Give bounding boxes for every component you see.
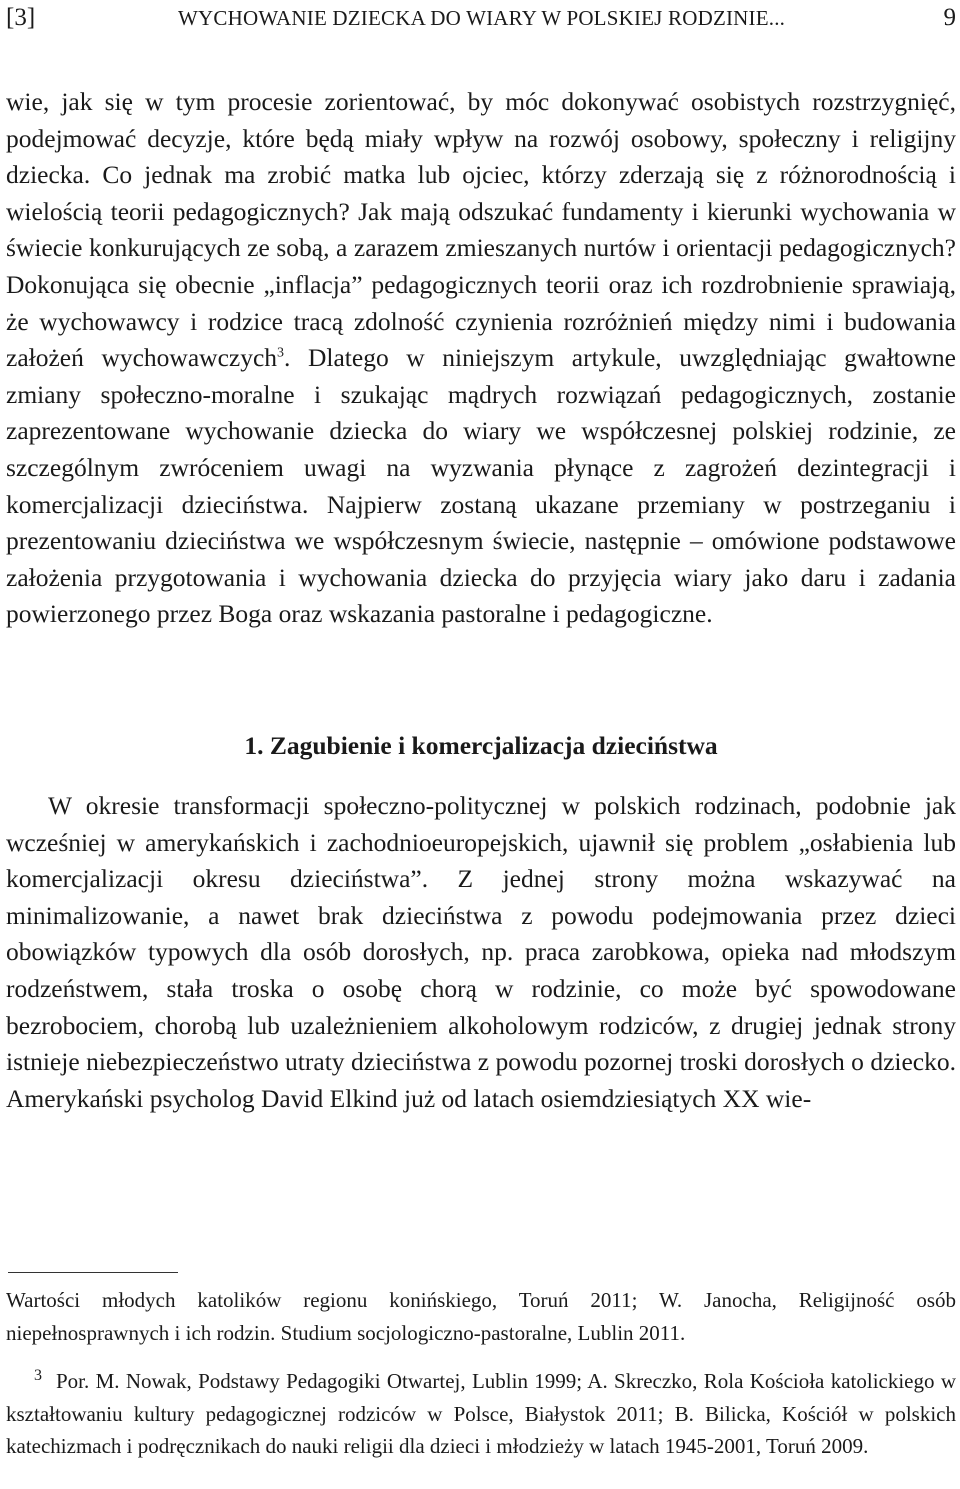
intro-paragraph: [6, 84, 956, 633]
footnotes: [6, 1284, 956, 1463]
section-body: [6, 788, 956, 1117]
running-title: WYCHOWANIE DZIECKA DO WIARY W POLSKIEJ RODZINIE...: [178, 6, 786, 30]
footnote-divider: [8, 1272, 178, 1273]
page-number: 9: [943, 4, 956, 31]
section-number: [3]: [6, 4, 36, 31]
running-head: [6, 4, 956, 40]
footnote-3-text: Por. M. Nowak, Podstawy Pedagogiki Otwartej, Lublin 1999; A. Skreczko, Rola Kościoła katolickiego w kształtowaniu kultury pedagogicznej rodziców w Polsce, Białystok 2011; B. Bilicka, Kościół w polskich katechizmach i podręcznikach do nauki religii dla dzieci i młodzieży w latach 1945-2001, Toruń 2009.: [6, 1369, 956, 1458]
footnote-3-marker: 3: [34, 1367, 42, 1384]
footnote-continued: Wartości młodych katolików regionu konińskiego, Toruń 2011; W. Janocha, Religijność osób niepełnosprawnych i ich rodzin. Studium socjologiczno-pastoralne, Lublin 2011.: [6, 1288, 956, 1345]
footnote-3: [6, 1365, 956, 1463]
intro-text: [6, 84, 956, 633]
section-heading: 1. Zagubienie i komercjalizacja dzieciństwa: [244, 731, 718, 760]
intro-text-part2: . Dlatego w niniejszym artykule, uwzględniając gwałtowne zmiany społeczno-moralne i szukając mądrych rozwiązań pedagogicznych, zostanie zaprezentowane wychowanie dziecka do wiary we współczesnej polskiej rodzinie, ze szczególnym zwróceniem uwagi na wyzwania płynące z zagrożeń dezintegracji i komercjalizacji dzieciństwa. Najpierw zostaną ukazane przemiany w postrzeganiu i prezentowaniu dzieciństwa we współczesnym świecie, następnie – omówione podstawowe założenia przygotowania i wychowania dziecka do przyjęcia wiary jako daru i zadania powierzonego przez Boga oraz wskazania pastoralne i pedagogiczne.: [6, 343, 956, 629]
intro-text-part1: wie, jak się w tym procesie zorientować, by móc dokonywać osobistych rozstrzygnięć, podejmować decyzje, które będą miały wpływ na rozwój osobowy, społeczny i religijny dziecka. Co jednak ma zrobić matka lub ojciec, którzy zderzają się z różnorodnością i wielością teorii pedagogicznych? Jak mają odszukać fundamenty i kierunki wychowania w świecie konkurujących ze sobą, a zarazem zmieszanych nurtów i orientacji pedagogicznych? Dokonująca się obecnie „inflacja” pedagogicznych teorii oraz ich rozdrobnienie sprawiają, że wychowawcy i rodzice tracą zdolność czynienia rozróżnień między nimi i budowania założeń wychowawczych: [6, 87, 956, 373]
footnote-ref-3[interactable]: 3: [277, 345, 285, 361]
section-paragraph: W okresie transformacji społeczno-politycznej w polskich rodzinach, podobnie jak wcześniej w amerykańskich i zachodnioeuropejskich, ujawnił się problem „osłabienia lub komercjalizacji okresu dzieciństwa”. Z jednej strony można wskazywać na minimalizowanie, a nawet brak dzieciństwa z powodu podejmowania przez dzieci obowiązków typowych dla osób dorosłych, np. praca zarobkowa, opieka nad młodszym rodzeństwem, stała troska o osobę chorą w rodzinie, co może być spowodowane bezrobociem, chorobą lub uzależnieniem alkoholowym rodziców, z drugiej jednak strony istnieje niebezpieczeństwo utraty dzieciństwa z powodu pozornej troski dorosłych o dziecko. Amerykański psycholog David Elkind już od latach osiemdziesiątych XX wie-: [6, 791, 956, 1113]
